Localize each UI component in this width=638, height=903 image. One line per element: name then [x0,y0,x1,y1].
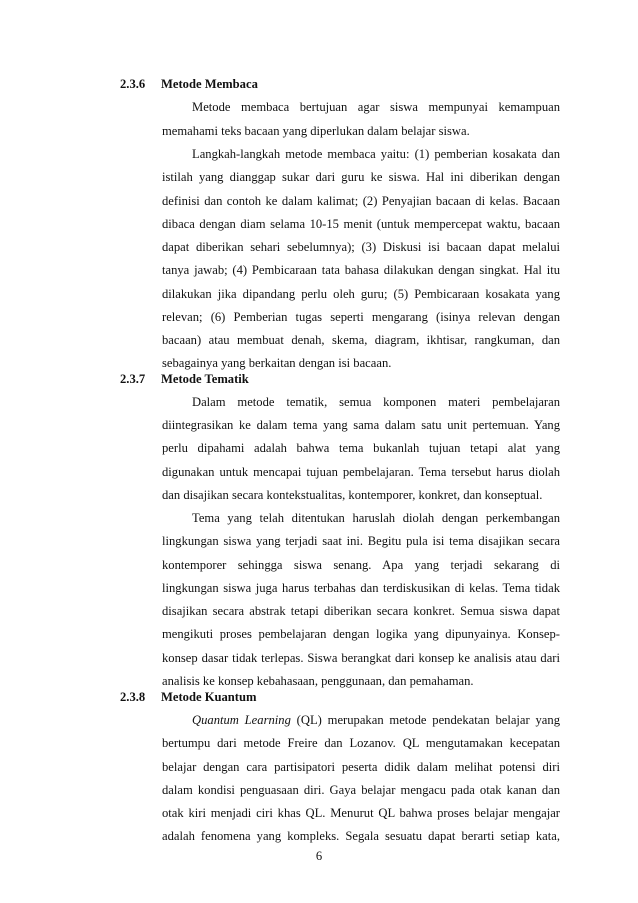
text-line: perlu dipahami adalah bahwa tema bukanlah tujuan tetapi alat yang [162,441,560,455]
section-title: Metode Tematik [161,372,249,386]
text-line: dapat diberikan sehari sebelumnya); (3) Diskusi isi bacaan dapat melalui [162,240,560,254]
text-line: bertumpu dari metode Freire dan Lozanov. QL mengutamakan kecepatan [162,736,560,750]
text-line: Metode membaca bertujuan agar siswa mempunyai kemampuan [192,100,560,114]
text-line: belajar dengan cara partisipatori peserta didik dalam melihat potensi diri [162,760,560,774]
section-title: Metode Kuantum [161,690,257,704]
text-line: lingkungan siswa yang terjadi saat ini. Begitu pula isi tema disajikan secara [162,534,560,548]
page-number: 6 [315,849,323,863]
text-line: definisi dan contoh ke dalam kalimat; (2) Penyajian bacaan di kelas. Bacaan [162,194,560,208]
section-number: 2.3.6 [120,77,146,91]
text-line: dalam kondisi penguasaan diri. Gaya belajar mengacu pada otak kanan dan [162,783,560,797]
section-heading [120,689,257,705]
text-line: kontemporer sehingga siswa senang. Apa yang terjadi sekarang di [162,558,560,572]
italic-term: Quantum Learning [192,713,291,727]
text-line: Langkah-langkah metode membaca yaitu: (1) pemberian kosakata dan [192,147,560,161]
text-line: analisis ke konsep kebahasaan, penggunaan, dan pemahaman. [162,674,474,688]
text-line: otak kiri menjadi ciri khas QL. Menurut QL bahwa proses belajar mengajar [162,806,560,820]
text-line: diintegrasikan ke dalam tema yang sama dalam satu unit pertemuan. Yang [162,418,560,432]
text-line: konsep dasar tidak terlepas. Siswa berangkat dari konsep ke analisis atau dari [162,651,560,665]
text-line: relevan; (6) Pemberian tugas seperti mengarang (isinya relevan dengan [162,310,560,324]
text-line [192,712,560,728]
text-line: dibaca dengan diam selama 10-15 menit (untuk mempercepat waktu, bacaan [162,217,560,231]
text-line: memahami teks bacaan yang diperlukan dalam belajar siswa. [162,124,470,138]
text-line: Dalam metode tematik, semua komponen materi pembelajaran [192,395,560,409]
text-line: sebagainya yang berkaitan dengan isi bacaan. [162,356,392,370]
section-number: 2.3.8 [120,690,146,704]
text-line: dan disajikan secara kontekstualitas, kontemporer, konkret, dan konseptual. [162,488,543,502]
text-line-rest: (QL) merupakan metode pendekatan belajar yang [290,713,560,727]
text-line: disajikan secara abstrak tetapi diberikan secara konkret. Semua siswa dapat [162,604,560,618]
text-line: Tema yang telah ditentukan haruslah diolah dengan perkembangan [192,511,560,525]
section-heading [120,76,258,92]
text-line: lingkungan siswa juga harus terbahas dan terdiskusikan di kelas. Tema tidak [162,581,560,595]
section-heading [120,371,249,387]
section-title: Metode Membaca [161,77,258,91]
text-line: adalah fenomena yang kompleks. Segala sesuatu dapat berarti setiap kata, [162,829,560,843]
text-line: istilah yang dianggap sukar dari guru ke siswa. Hal ini diberikan dengan [162,170,560,184]
text-line: digunakan untuk mencapai tujuan pembelajaran. Tema tersebut harus diolah [162,465,560,479]
text-line: bacaan) atau membuat denah, skema, diagram, ikhtisar, rangkuman, dan [162,333,560,347]
text-line: mengikuti proses pembelajaran dengan logika yang dipunyainya. Konsep- [162,627,560,641]
section-number: 2.3.7 [120,372,146,386]
text-line: dilakukan jika dipandang perlu oleh guru; (5) Pembicaraan kosakata yang [162,287,560,301]
text-line: tanya jawab; (4) Pembicaraan tata bahasa dilakukan dengan singkat. Hal itu [162,263,560,277]
